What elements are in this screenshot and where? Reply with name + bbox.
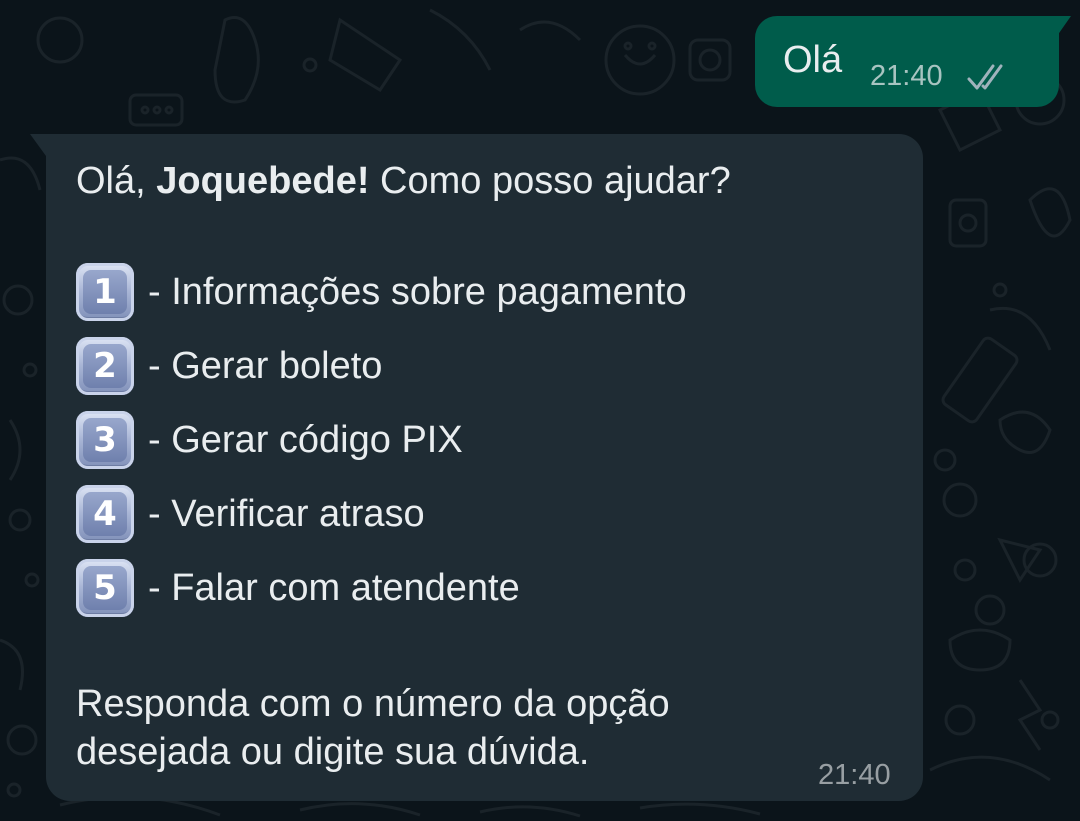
- reply-instructions-line-1: Responda com o número da opção: [76, 683, 670, 725]
- option-number: 5: [83, 566, 127, 610]
- menu-option-1: [76, 262, 687, 322]
- reply-instructions: [76, 680, 670, 776]
- keycap-5-icon: [76, 559, 134, 617]
- incoming-message-time: 21:40: [818, 759, 891, 791]
- greeting-suffix: Como posso ajudar?: [369, 160, 731, 202]
- keycap-1-icon: [76, 263, 134, 321]
- menu-option-4: [76, 484, 425, 544]
- bubble-tail: [30, 134, 46, 156]
- keycap-3-icon: [76, 411, 134, 469]
- keycap-4-icon: [76, 485, 134, 543]
- outgoing-message-text: Olá: [783, 39, 843, 81]
- option-label: - Gerar boleto: [148, 344, 383, 387]
- option-number: 3: [83, 418, 127, 462]
- option-label: - Verificar atraso: [148, 492, 425, 535]
- bubble-tail: [1057, 16, 1071, 36]
- option-number: 2: [83, 344, 127, 388]
- greeting-line: [76, 158, 731, 204]
- outgoing-message-bubble[interactable]: [755, 16, 1059, 107]
- menu-option-3: [76, 410, 463, 470]
- option-label: - Gerar código PIX: [148, 418, 463, 461]
- incoming-message-bubble[interactable]: [46, 134, 923, 801]
- reply-instructions-line-2: desejada ou digite sua dúvida.: [76, 731, 590, 773]
- option-label: - Informações sobre pagamento: [148, 270, 687, 313]
- menu-option-5: [76, 558, 520, 618]
- double-check-icon: [966, 62, 1010, 92]
- menu-option-2: [76, 336, 382, 396]
- option-number: 4: [83, 492, 127, 536]
- option-label: - Falar com atendente: [148, 566, 520, 609]
- customer-name: Joquebede!: [156, 160, 370, 202]
- outgoing-message-time: 21:40: [870, 60, 943, 92]
- option-number: 1: [83, 270, 127, 314]
- greeting-prefix: Olá,: [76, 160, 157, 202]
- keycap-2-icon: [76, 337, 134, 395]
